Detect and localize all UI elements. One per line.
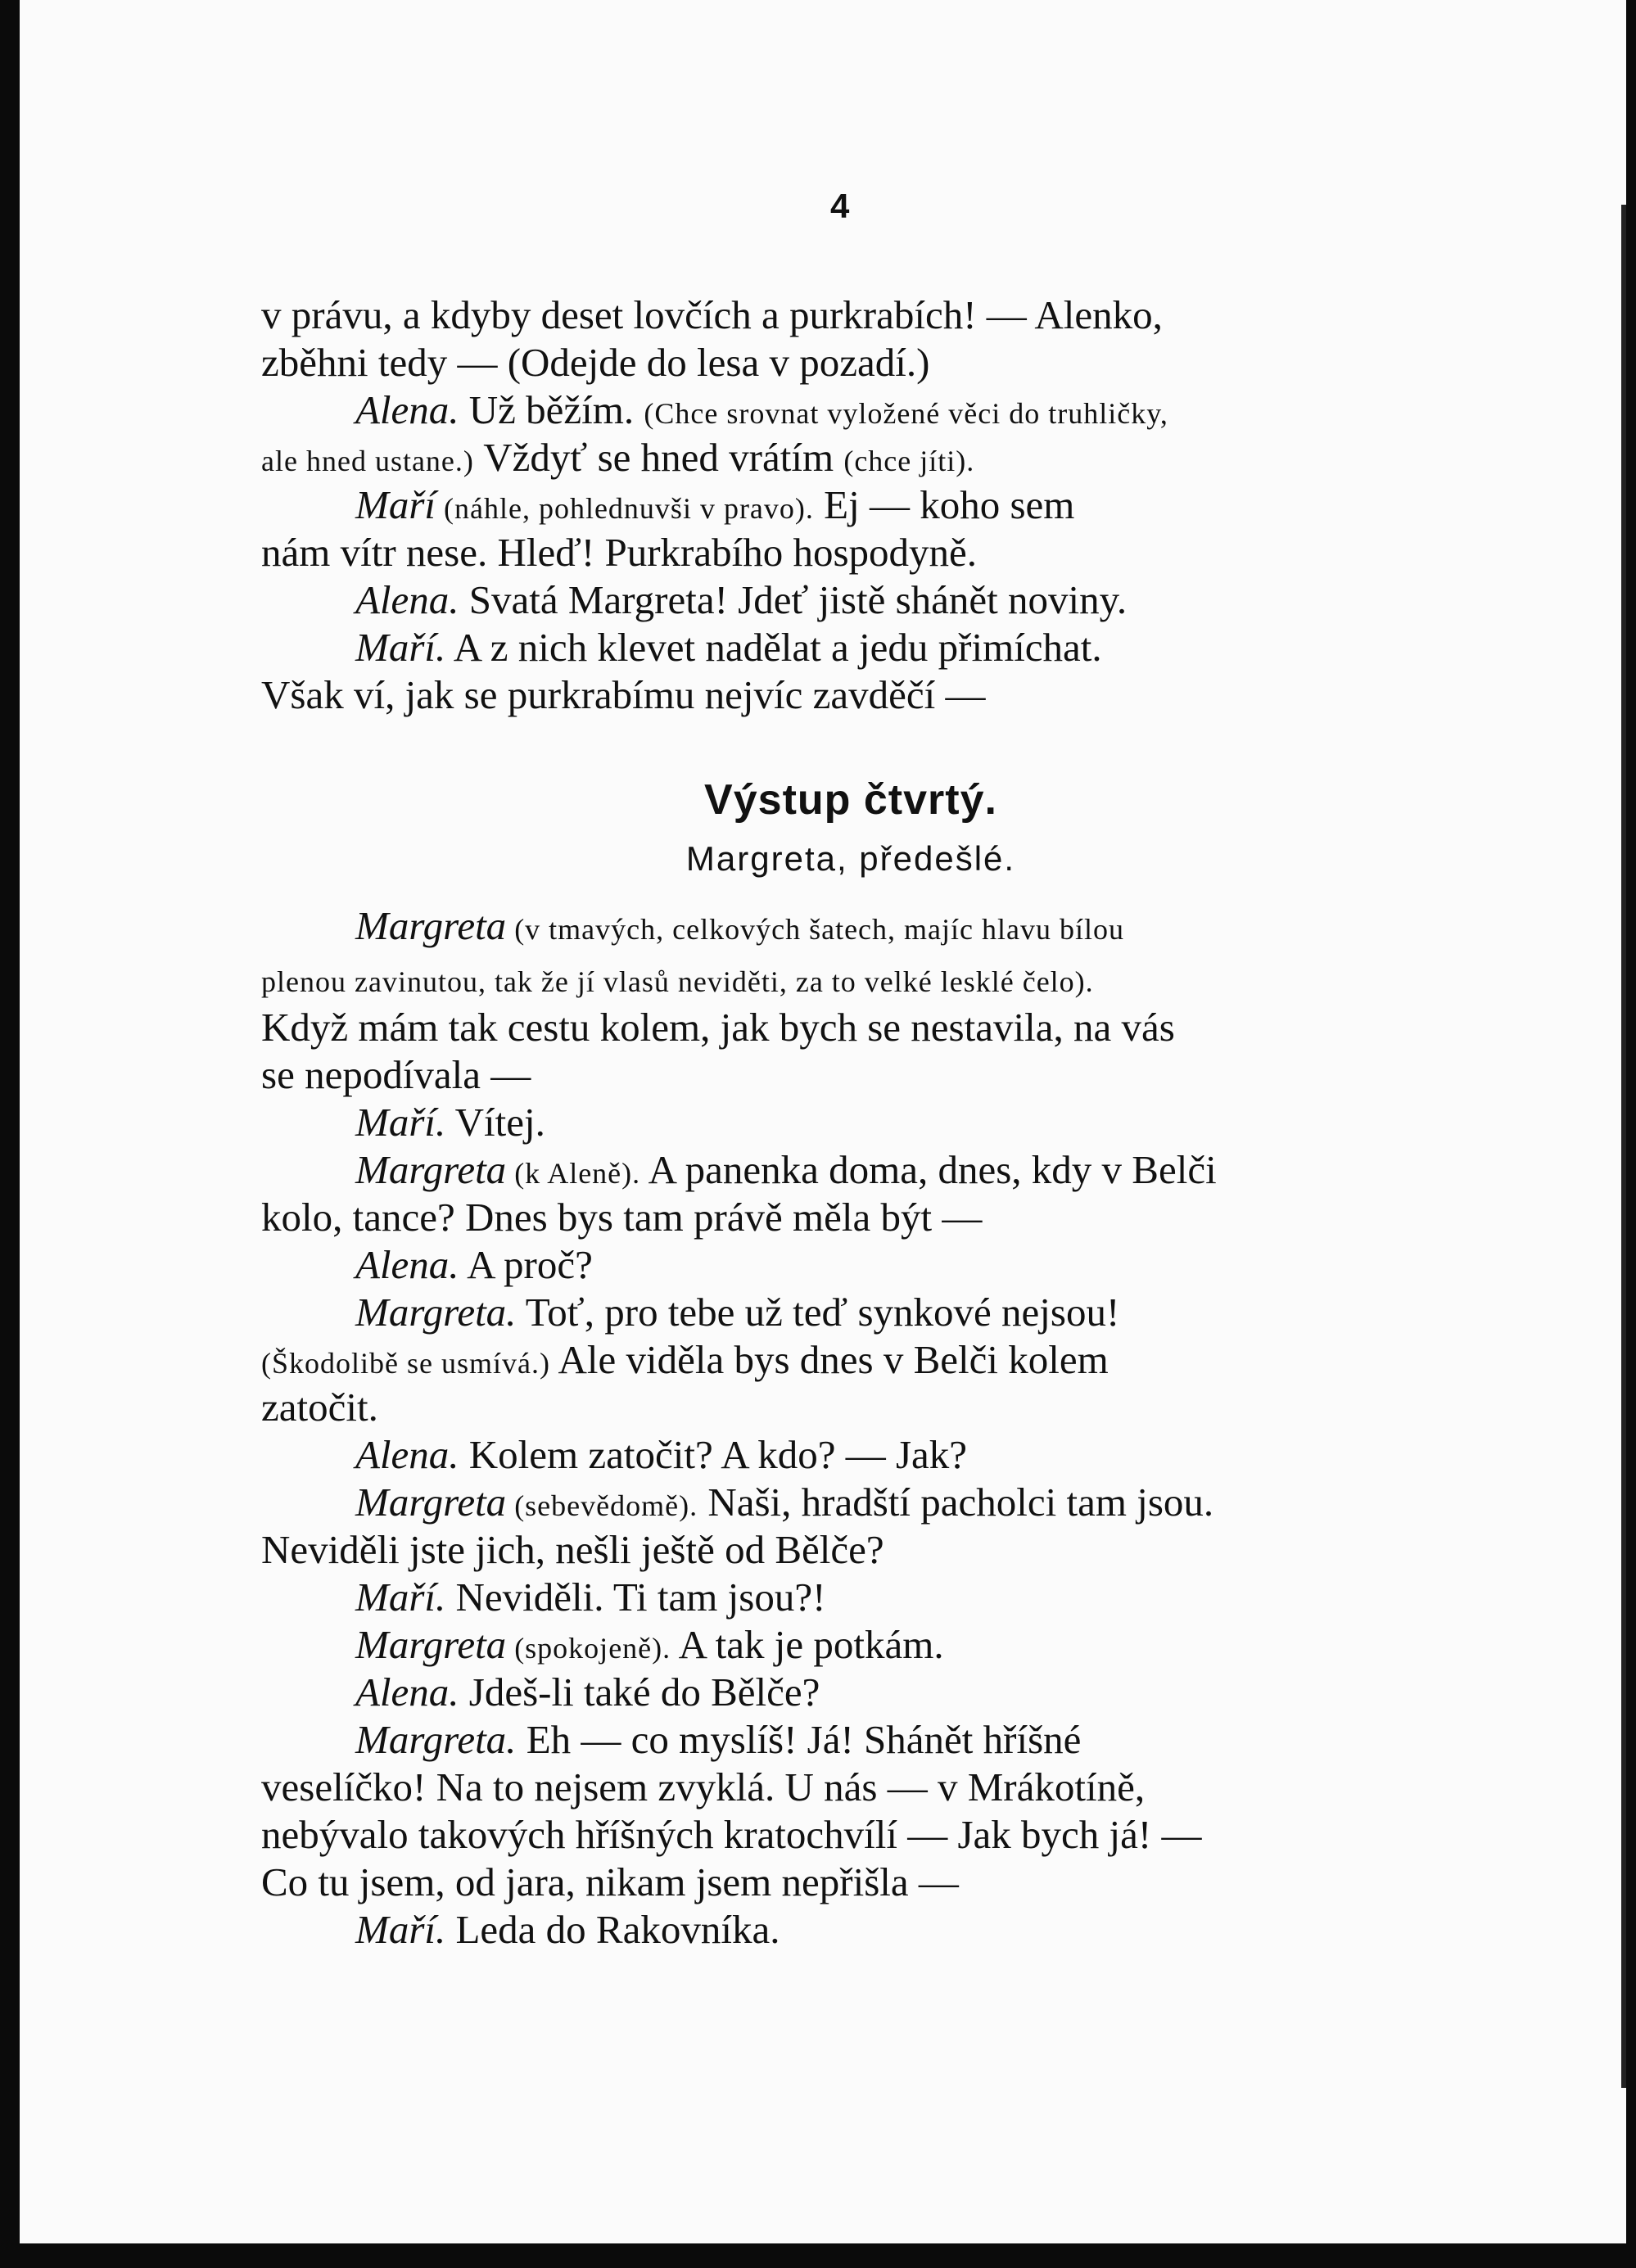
spoken-text: zatočit. [261,1385,378,1430]
spoken-text: Vždyť se hned vrátím [473,435,844,480]
dialogue-line [261,1811,1440,1859]
speaker-name: Maří. [355,1100,446,1145]
stage-direction: ale hned ustane.) [261,445,474,477]
spoken-text: kolo, tance? Dnes bys tam právě měla být — [261,1195,983,1240]
dialogue-line [261,1194,1440,1241]
spoken-text: Kolem zatočit? A kdo? — Jak? [459,1432,968,1477]
dialogue-line [261,1099,1534,1146]
speaker-name: Alena. [355,1242,459,1287]
speaker-name: Maří. [355,625,446,670]
scene-characters: Margreta, předešlé. [685,839,1016,878]
spoken-text: A tak je potkám. [671,1622,944,1667]
spoken-text: Co tu jsem, od jara, nikam jsem nepřišla — [261,1859,959,1904]
dialogue-line [261,955,1440,1005]
spoken-text: veselíčko! Na to nejsem zvyklá. U nás — v Mrákotíně, [261,1764,1146,1809]
text-line: v právu, a kdyby deset lovčích a purkrabích! — Alenko, [261,292,1163,337]
spoken-text: nebývalo takových hříšných kratochvílí — Jak bych já! — [261,1812,1202,1857]
stage-direction: (sebevědomě). [506,1489,698,1522]
dialogue-line [261,434,1440,485]
spoken-text: Toť, pro tebe už teď synkové nejsou! [516,1290,1120,1335]
spoken-text: A panenka doma, dnes, kdy v Belči [640,1147,1217,1192]
scanned-page [20,0,1626,2243]
stage-direction: (Škodolibě se usmívá.) [261,1347,550,1380]
dialogue-line [261,1574,1534,1621]
spoken-text: Však ví, jak se purkrabímu nejvíc zavděčí — [261,672,986,717]
page-edge-shadow [1621,205,1626,2088]
spoken-text: Eh — co myslíš! Já! Shánět hříšné [516,1717,1082,1762]
stage-direction: (spokojeně). [506,1632,671,1665]
dialogue-line [261,1336,1440,1387]
speaker-name: Alena. [355,387,459,432]
dialogue-line [261,1764,1440,1811]
speaker-name: Alena. [355,1669,459,1715]
spoken-text: se nepodívala — [261,1052,531,1097]
dialogue-line [261,1526,1440,1574]
dialogue-line [261,1004,1440,1051]
speaker-name: Maří. [355,1907,446,1952]
spoken-text: A z nich klevet nadělat a jedu přimíchat. [445,625,1102,670]
stage-direction: (náhle, pohlednuvši v pravo). [436,492,814,525]
dialogue-line [261,1146,1534,1197]
spoken-text: Ej — koho sem [813,482,1075,527]
dialogue-line [261,481,1534,532]
speaker-name: Margreta. [355,1717,517,1762]
spoken-text: Když mám tak cestu kolem, jak bych se nestavila, na vás [261,1005,1175,1050]
dialogue-line [261,576,1534,624]
dialogue-line [261,1289,1534,1336]
spoken-text: nám vítr nese. Hleď! Purkrabího hospodyně. [261,530,978,575]
opening-paragraph-line2 [261,339,1440,386]
spoken-text: Vítej. [445,1100,545,1145]
stage-direction: (Chce srovnat vyložené věci do truhličky, [644,397,1168,430]
speaker-name: Maří [355,482,436,527]
stage-direction: (v tmavých, celkových šatech, majíc hlavu bílou [506,913,1124,946]
dialogue-line [261,1716,1534,1764]
dialogue-line [261,1621,1534,1672]
dialogue-line [261,1431,1534,1479]
speaker-name: Maří. [355,1574,446,1620]
scene-heading: Výstup čtvrtý. [704,776,997,824]
dialogue-line [261,671,1440,719]
dialogue-line [261,1384,1440,1431]
speaker-name: Margreta [355,1480,507,1525]
spoken-text: Ale viděla bys dnes v Belči kolem [549,1337,1109,1382]
dialogue-line [261,902,1534,953]
dialogue-line [261,1906,1534,1954]
speaker-name: Margreta [355,1622,507,1667]
spoken-text: Naši, hradští pacholci tam jsou. [698,1480,1214,1525]
dialogue-line [261,529,1440,576]
dialogue-line [261,1241,1534,1289]
speaker-name: Margreta [355,903,507,948]
spoken-text: Neviděli jste jich, nešli ještě od Bělče? [261,1527,884,1572]
spoken-text: Svatá Margreta! Jdeť jistě shánět noviny. [459,577,1128,622]
stage-direction: plenou zavinutou, tak že jí vlasů neviděti, za to velké lesklé čelo). [261,965,1094,998]
dialogue-line [261,1051,1440,1099]
speaker-name: Margreta [355,1147,507,1192]
spoken-text: Neviděli. Ti tam jsou?! [445,1574,826,1620]
opening-paragraph [261,291,1440,339]
page-number: 4 [830,187,850,225]
dialogue-line [261,1479,1534,1529]
speaker-name: Alena. [355,1432,459,1477]
stage-direction: (chce jíti). [843,445,975,477]
spoken-text: Jdeš-li také do Bělče? [459,1669,820,1715]
speaker-name: Margreta. [355,1290,517,1335]
dialogue-line [261,386,1534,437]
text-line: zběhni tedy — (Odejde do lesa v pozadí.) [261,340,930,385]
spoken-text: Leda do Rakovníka. [445,1907,780,1952]
dialogue-line [261,624,1534,671]
dialogue-line [261,1859,1440,1906]
stage-direction: (k Aleně). [506,1157,641,1190]
spoken-text: A proč? [459,1242,593,1287]
dialogue-line [261,1669,1534,1716]
spoken-text: Už běžím. [459,387,644,432]
speaker-name: Alena. [355,577,459,622]
